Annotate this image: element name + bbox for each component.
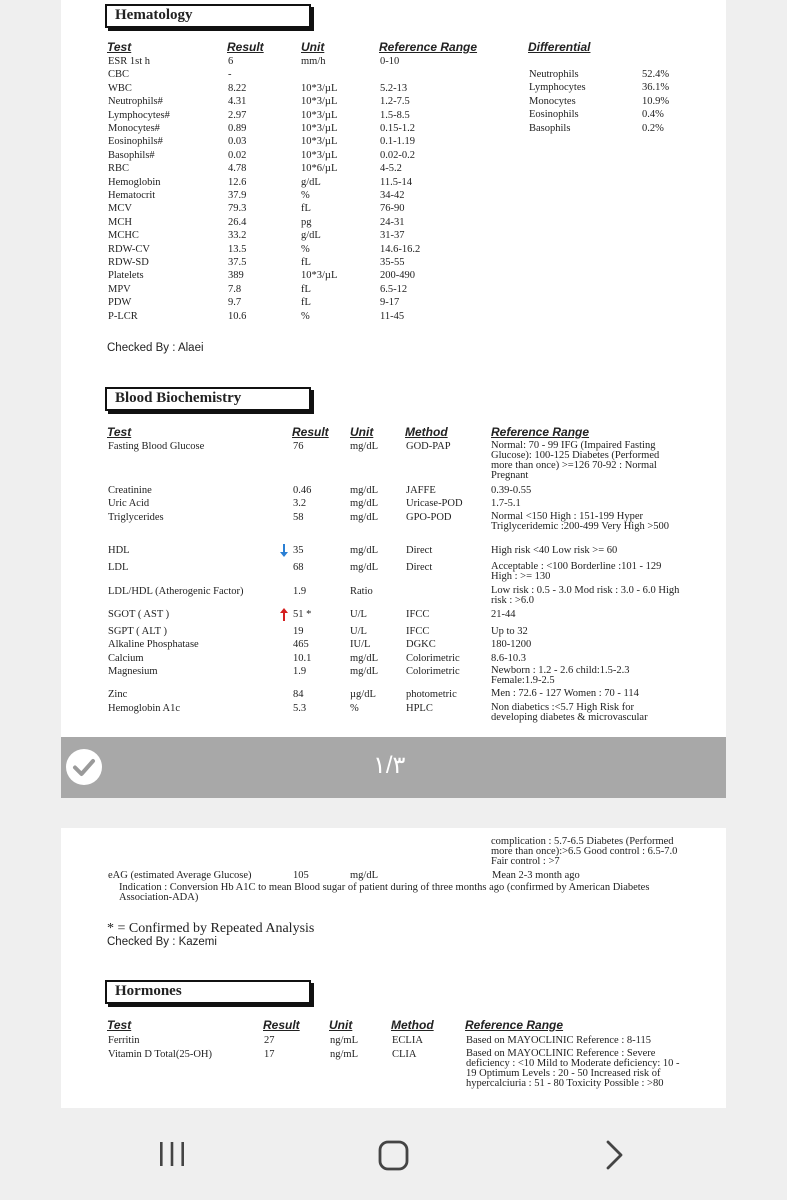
table-row bbox=[61, 638, 726, 651]
bio-unit: mg/dL bbox=[350, 498, 378, 509]
bio-ref: Non diabetics :<5.7 High Risk for developing diabetes & microvascular bbox=[491, 702, 648, 723]
list-item bbox=[61, 68, 726, 81]
bio-test: Triglycerides bbox=[108, 512, 164, 523]
table-row bbox=[61, 189, 726, 202]
select-check-button[interactable] bbox=[65, 748, 103, 786]
bio-header-ref: Reference Range bbox=[491, 425, 590, 439]
table-row bbox=[61, 243, 726, 256]
bio-method: HPLC bbox=[406, 703, 433, 714]
hema-unit: % bbox=[301, 243, 310, 255]
table-row bbox=[61, 585, 726, 606]
hormone-unit: ng/mL bbox=[330, 1035, 358, 1046]
bio-test: Hemoglobin A1c bbox=[108, 703, 181, 714]
table-row bbox=[61, 202, 726, 215]
hema-result: 0.03 bbox=[228, 136, 247, 148]
hema-result: 37.5 bbox=[228, 257, 247, 268]
bio-test: SGOT ( AST ) bbox=[108, 609, 170, 620]
home-button[interactable] bbox=[376, 1139, 412, 1175]
bio-test: Uric Acid bbox=[108, 498, 150, 509]
bio-test: HDL bbox=[108, 545, 130, 556]
bio-method: Direct bbox=[406, 545, 433, 556]
hema-result: 389 bbox=[228, 270, 244, 282]
bio-method: Direct bbox=[406, 562, 433, 573]
hema-test: Platelets bbox=[108, 270, 144, 282]
bio-result: 1.9 bbox=[293, 666, 307, 677]
hormone-header-method: Method bbox=[391, 1018, 434, 1032]
bio-result: 76 bbox=[293, 441, 304, 452]
bio-result: 1.9 bbox=[293, 586, 307, 597]
hematology-title: Hematology bbox=[105, 4, 311, 28]
hema-ref: 34-42 bbox=[380, 190, 405, 201]
bio-method: Colorimetric bbox=[406, 666, 460, 677]
hema-result: 10.6 bbox=[228, 310, 247, 322]
hormone-header-unit: Unit bbox=[329, 1018, 353, 1032]
hema-test: Neutrophils# bbox=[108, 96, 163, 108]
hema-result: 2.97 bbox=[228, 109, 247, 121]
bio-result: 19 bbox=[293, 626, 304, 637]
bio-test: Magnesium bbox=[108, 666, 158, 677]
hema-result: 13.5 bbox=[228, 243, 247, 255]
table-row bbox=[61, 702, 726, 723]
table-row bbox=[61, 1034, 726, 1047]
hormone-unit: ng/mL bbox=[330, 1049, 358, 1060]
bio-result: 35 bbox=[293, 545, 304, 556]
table-row bbox=[61, 665, 726, 686]
bio-method: GPO-POD bbox=[406, 512, 452, 523]
hema-ref: 4-5.2 bbox=[380, 163, 402, 175]
bio-unit: Ratio bbox=[350, 586, 373, 597]
hormone-result: 17 bbox=[264, 1049, 275, 1060]
bio-result: 68 bbox=[293, 562, 304, 573]
hema-test: WBC bbox=[108, 82, 132, 94]
hema-header-differential: Differential bbox=[528, 40, 591, 54]
table-row bbox=[61, 310, 726, 323]
hema-ref: 0-10 bbox=[380, 56, 400, 67]
diff-value: 52.4% bbox=[642, 69, 670, 80]
hema-unit: 10*3/µL bbox=[301, 123, 338, 134]
bio-method: photometric bbox=[406, 689, 457, 700]
diff-name: Basophils bbox=[529, 122, 571, 134]
eag-result: 105 bbox=[293, 870, 309, 881]
table-row bbox=[61, 484, 726, 497]
table-row bbox=[61, 229, 726, 242]
indication-note: Indication : Conversion Hb A1C to mean Blood sugar of patient during of three months ago (confirmed by American Diabetes Association-ADA) bbox=[119, 882, 650, 903]
table-row bbox=[61, 688, 726, 701]
hema-unit: 10*3/µL bbox=[301, 109, 338, 121]
table-row bbox=[61, 608, 726, 621]
page-indicator: ۱/۳ bbox=[373, 752, 406, 779]
hema-unit: fL bbox=[301, 283, 311, 295]
table-row bbox=[61, 149, 726, 162]
report-page-2 bbox=[61, 828, 726, 1108]
hema-result: 33.2 bbox=[228, 230, 247, 242]
hormone-method: ECLIA bbox=[392, 1035, 423, 1046]
bio-result: 3.2 bbox=[293, 498, 307, 509]
table-row bbox=[61, 440, 726, 481]
eag-test: eAG (estimated Average Glucose) bbox=[108, 870, 252, 881]
hema-test: Eosinophils# bbox=[108, 136, 163, 148]
bio-unit: mg/dL bbox=[350, 562, 378, 573]
hema-unit: 10*3/µL bbox=[301, 136, 338, 148]
hema-result: 4.31 bbox=[228, 96, 247, 108]
diff-value: 0.4% bbox=[642, 109, 664, 121]
hema-ref: 1.2-7.5 bbox=[380, 96, 410, 108]
table-row bbox=[61, 511, 726, 532]
list-item bbox=[61, 108, 726, 121]
bio-unit: mg/dL bbox=[350, 666, 378, 677]
bio-result: 58 bbox=[293, 512, 304, 523]
back-button[interactable] bbox=[598, 1138, 634, 1174]
hema-result: 12.6 bbox=[228, 176, 247, 188]
bio-method: Uricase-POD bbox=[406, 498, 463, 509]
hema-ref: 6.5-12 bbox=[380, 283, 408, 295]
hema-result: 7.8 bbox=[228, 283, 242, 295]
hema-unit: 10*6/µL bbox=[301, 163, 338, 175]
bio-ref: Acceptable : <100 Borderline :101 - 129 High : >= 130 bbox=[491, 561, 662, 582]
table-row bbox=[61, 561, 726, 582]
table-row bbox=[61, 135, 726, 148]
bio-result: 51 * bbox=[293, 609, 312, 620]
eag-ref: Mean 2-3 month ago bbox=[492, 870, 580, 881]
hormone-test: Ferritin bbox=[108, 1035, 140, 1046]
table-row bbox=[61, 625, 726, 638]
diff-value: 10.9% bbox=[642, 95, 670, 107]
a1c-reference-continued: complication : 5.7-6.5 Diabetes (Performed more than once):>6.5 Good control : 6.5-7.0 Fair control : >7 bbox=[491, 836, 678, 867]
bio-method: GOD-PAP bbox=[406, 441, 451, 452]
bio-ref: Up to 32 bbox=[491, 626, 528, 637]
hema-unit: fL bbox=[301, 203, 311, 215]
home-icon bbox=[376, 1139, 412, 1175]
hema-test: RBC bbox=[108, 163, 130, 175]
bio-ref: Low risk : 0.5 - 3.0 Mod risk : 3.0 - 6.0 High risk : >6.0 bbox=[491, 585, 680, 606]
hema-test: Basophils# bbox=[108, 149, 155, 161]
confirmed-note: * = Confirmed by Repeated Analysis bbox=[107, 921, 315, 936]
bio-header-method: Method bbox=[405, 425, 448, 439]
diff-name: Lymphocytes bbox=[529, 82, 586, 94]
hema-header-ref: Reference Range bbox=[379, 40, 478, 54]
bio-unit: U/L bbox=[350, 609, 367, 620]
bio-method: JAFFE bbox=[406, 485, 436, 496]
hema-test: Monocytes# bbox=[108, 123, 160, 134]
hema-ref: 35-55 bbox=[380, 257, 405, 268]
hema-result: 4.78 bbox=[228, 163, 247, 175]
bio-checked-by: Checked By : Kazemi bbox=[107, 936, 217, 948]
hema-test: MCV bbox=[108, 203, 132, 215]
hema-unit: 10*3/µL bbox=[301, 96, 338, 108]
hema-result: 0.89 bbox=[228, 123, 247, 134]
hema-test: PDW bbox=[108, 297, 132, 309]
bio-result: 10.1 bbox=[293, 653, 312, 664]
hema-ref: 5.2-13 bbox=[380, 82, 408, 94]
diff-name: Eosinophils bbox=[529, 109, 579, 121]
table-row bbox=[61, 652, 726, 665]
hema-ref: 0.1-1.19 bbox=[380, 136, 415, 148]
list-item bbox=[61, 81, 726, 94]
table-row bbox=[61, 869, 726, 882]
diff-name: Neutrophils bbox=[529, 69, 579, 80]
report-page-1 bbox=[61, 0, 726, 737]
bio-ref: 180-1200 bbox=[491, 639, 532, 650]
hema-result: 37.9 bbox=[228, 190, 247, 201]
bio-test: SGPT ( ALT ) bbox=[108, 626, 168, 637]
hormones-title: Hormones bbox=[105, 980, 311, 1004]
bio-unit: % bbox=[350, 703, 359, 714]
table-row bbox=[61, 162, 726, 175]
check-circle-icon bbox=[65, 748, 103, 786]
hema-ref: 0.02-0.2 bbox=[380, 149, 415, 161]
hema-ref: 24-31 bbox=[380, 216, 405, 228]
table-row bbox=[61, 55, 726, 68]
hema-test: Hemoglobin bbox=[108, 176, 161, 188]
hema-test: Hematocrit bbox=[108, 190, 156, 201]
bio-unit: µg/dL bbox=[350, 689, 376, 700]
bio-test: Fasting Blood Glucose bbox=[108, 441, 205, 452]
table-row bbox=[61, 269, 726, 282]
hema-header-unit: Unit bbox=[301, 40, 325, 54]
hema-unit: % bbox=[301, 310, 310, 322]
bio-unit: mg/dL bbox=[350, 485, 378, 496]
bio-unit: IU/L bbox=[350, 639, 371, 650]
bio-unit: mg/dL bbox=[350, 545, 378, 556]
hema-ref: 200-490 bbox=[380, 270, 415, 282]
hema-test: RDW-SD bbox=[108, 257, 149, 268]
bio-test: Alkaline Phosphatase bbox=[108, 639, 199, 650]
hema-test: CBC bbox=[108, 69, 130, 81]
bio-ref: 0.39-0.55 bbox=[491, 485, 532, 496]
hema-unit: fL bbox=[301, 297, 311, 309]
hormone-result: 27 bbox=[264, 1035, 275, 1046]
list-item bbox=[61, 95, 726, 108]
hema-ref: 76-90 bbox=[380, 203, 405, 215]
hema-unit: mm/h bbox=[301, 56, 326, 67]
table-row bbox=[61, 1048, 726, 1089]
hema-result: 8.22 bbox=[228, 82, 247, 94]
hema-test: MCHC bbox=[108, 230, 139, 242]
hormone-ref: Based on MAYOCLINIC Reference : Severe deficiency : <10 Mild to Moderate deficiency: 10 - 19 Optimum Levels : 20 - 50 Increased risk of hypercalciuria : 51 - 80 Toxicity Possible : >80 bbox=[466, 1048, 680, 1089]
hema-ref: 31-37 bbox=[380, 230, 405, 242]
bio-result: 0.46 bbox=[293, 485, 312, 496]
hema-result: 9.7 bbox=[228, 297, 242, 309]
bio-result: 5.3 bbox=[293, 703, 307, 714]
bio-ref: Normal: 70 - 99 IFG (Impaired Fasting Glucose): 100-125 Diabetes (Performed more than once) >=126 70-92 : Normal Pregnant bbox=[491, 440, 660, 481]
bio-header-unit: Unit bbox=[350, 425, 374, 439]
hema-unit: g/dL bbox=[301, 176, 321, 188]
hema-unit: fL bbox=[301, 257, 311, 268]
hema-unit: g/dL bbox=[301, 230, 321, 242]
page-toolbar bbox=[61, 737, 726, 798]
bio-unit: mg/dL bbox=[350, 653, 378, 664]
diff-name: Monocytes bbox=[529, 95, 576, 107]
arrow-up-icon bbox=[280, 608, 288, 621]
table-row bbox=[61, 296, 726, 309]
hema-checked-by: Checked By : Alaei bbox=[107, 342, 204, 354]
table-row bbox=[61, 176, 726, 189]
hema-unit: pg bbox=[301, 216, 312, 228]
back-icon bbox=[598, 1138, 634, 1174]
hema-test: Lymphocytes# bbox=[108, 109, 170, 121]
hema-result: 79.3 bbox=[228, 203, 247, 215]
hema-test: ESR 1st h bbox=[108, 56, 151, 67]
hema-header-result: Result bbox=[227, 40, 264, 54]
bio-test: LDL/HDL (Atherogenic Factor) bbox=[108, 586, 244, 597]
recent-apps-icon bbox=[154, 1138, 190, 1174]
bio-unit: mg/dL bbox=[350, 441, 378, 452]
hormone-ref: Based on MAYOCLINIC Reference : 8-115 bbox=[466, 1035, 651, 1046]
hema-ref: 0.15-1.2 bbox=[380, 123, 415, 134]
hema-ref: 11-45 bbox=[380, 310, 405, 322]
bio-ref: Normal <150 High : 151-199 Hyper Triglyceridemic :200-499 Very High >500 bbox=[491, 511, 669, 532]
bio-header-test: Test bbox=[107, 425, 132, 439]
list-item bbox=[61, 122, 726, 135]
table-row bbox=[61, 544, 726, 557]
bio-test: Calcium bbox=[108, 653, 144, 664]
recent-apps-button[interactable] bbox=[154, 1138, 190, 1174]
diff-value: 36.1% bbox=[642, 82, 670, 94]
bio-method: IFCC bbox=[406, 609, 430, 620]
hema-test: P-LCR bbox=[108, 310, 138, 322]
bio-test: Creatinine bbox=[108, 485, 152, 496]
diff-value: 0.2% bbox=[642, 122, 664, 134]
hema-test: RDW-CV bbox=[108, 243, 150, 255]
system-nav-bar bbox=[0, 1108, 787, 1200]
bio-test: LDL bbox=[108, 562, 129, 573]
hema-result: 26.4 bbox=[228, 216, 247, 228]
bio-result: 465 bbox=[293, 639, 309, 650]
hormone-header-ref: Reference Range bbox=[465, 1018, 564, 1032]
hema-ref: 14.6-16.2 bbox=[380, 243, 421, 255]
bio-ref: 21-44 bbox=[491, 609, 516, 620]
table-row bbox=[61, 283, 726, 296]
hormone-test: Vitamin D Total(25-OH) bbox=[108, 1049, 213, 1060]
hormone-header-test: Test bbox=[107, 1018, 132, 1032]
hema-test: MPV bbox=[108, 283, 131, 295]
table-row bbox=[61, 216, 726, 229]
hema-ref: 9-17 bbox=[380, 297, 400, 309]
bio-unit: U/L bbox=[350, 626, 367, 637]
bio-method: Colorimetric bbox=[406, 653, 460, 664]
hema-unit: 10*3/µL bbox=[301, 270, 338, 282]
hema-result: - bbox=[228, 69, 232, 81]
hema-unit: 10*3/µL bbox=[301, 149, 338, 161]
bio-test: Zinc bbox=[108, 689, 128, 700]
bio-header-result: Result bbox=[292, 425, 329, 439]
table-row bbox=[61, 497, 726, 510]
arrow-down-icon bbox=[280, 544, 288, 557]
hema-header-test: Test bbox=[107, 40, 132, 54]
hema-result: 6 bbox=[228, 56, 234, 67]
hema-ref: 11.5-14 bbox=[380, 176, 412, 188]
bio-ref: 8.6-10.3 bbox=[491, 653, 526, 664]
biochemistry-title: Blood Biochemistry bbox=[105, 387, 311, 411]
hema-test: MCH bbox=[108, 216, 132, 228]
eag-unit: mg/dL bbox=[350, 870, 378, 881]
bio-ref: Men : 72.6 - 127 Women : 70 - 114 bbox=[491, 688, 639, 699]
bio-result: 84 bbox=[293, 689, 304, 700]
hormone-method: CLIA bbox=[392, 1049, 417, 1060]
hema-unit: % bbox=[301, 190, 310, 201]
bio-ref: 1.7-5.1 bbox=[491, 498, 521, 509]
hormone-header-result: Result bbox=[263, 1018, 300, 1032]
hema-result: 0.02 bbox=[228, 149, 247, 161]
bio-method: IFCC bbox=[406, 626, 430, 637]
bio-method: DGKC bbox=[406, 639, 436, 650]
bio-unit: mg/dL bbox=[350, 512, 378, 523]
table-row bbox=[61, 256, 726, 269]
hema-ref: 1.5-8.5 bbox=[380, 109, 410, 121]
hema-unit: 10*3/µL bbox=[301, 82, 338, 94]
bio-ref: High risk <40 Low risk >= 60 bbox=[491, 545, 618, 556]
bio-ref: Newborn : 1.2 - 2.6 child:1.5-2.3 Female:1.9-2.5 bbox=[491, 665, 630, 686]
